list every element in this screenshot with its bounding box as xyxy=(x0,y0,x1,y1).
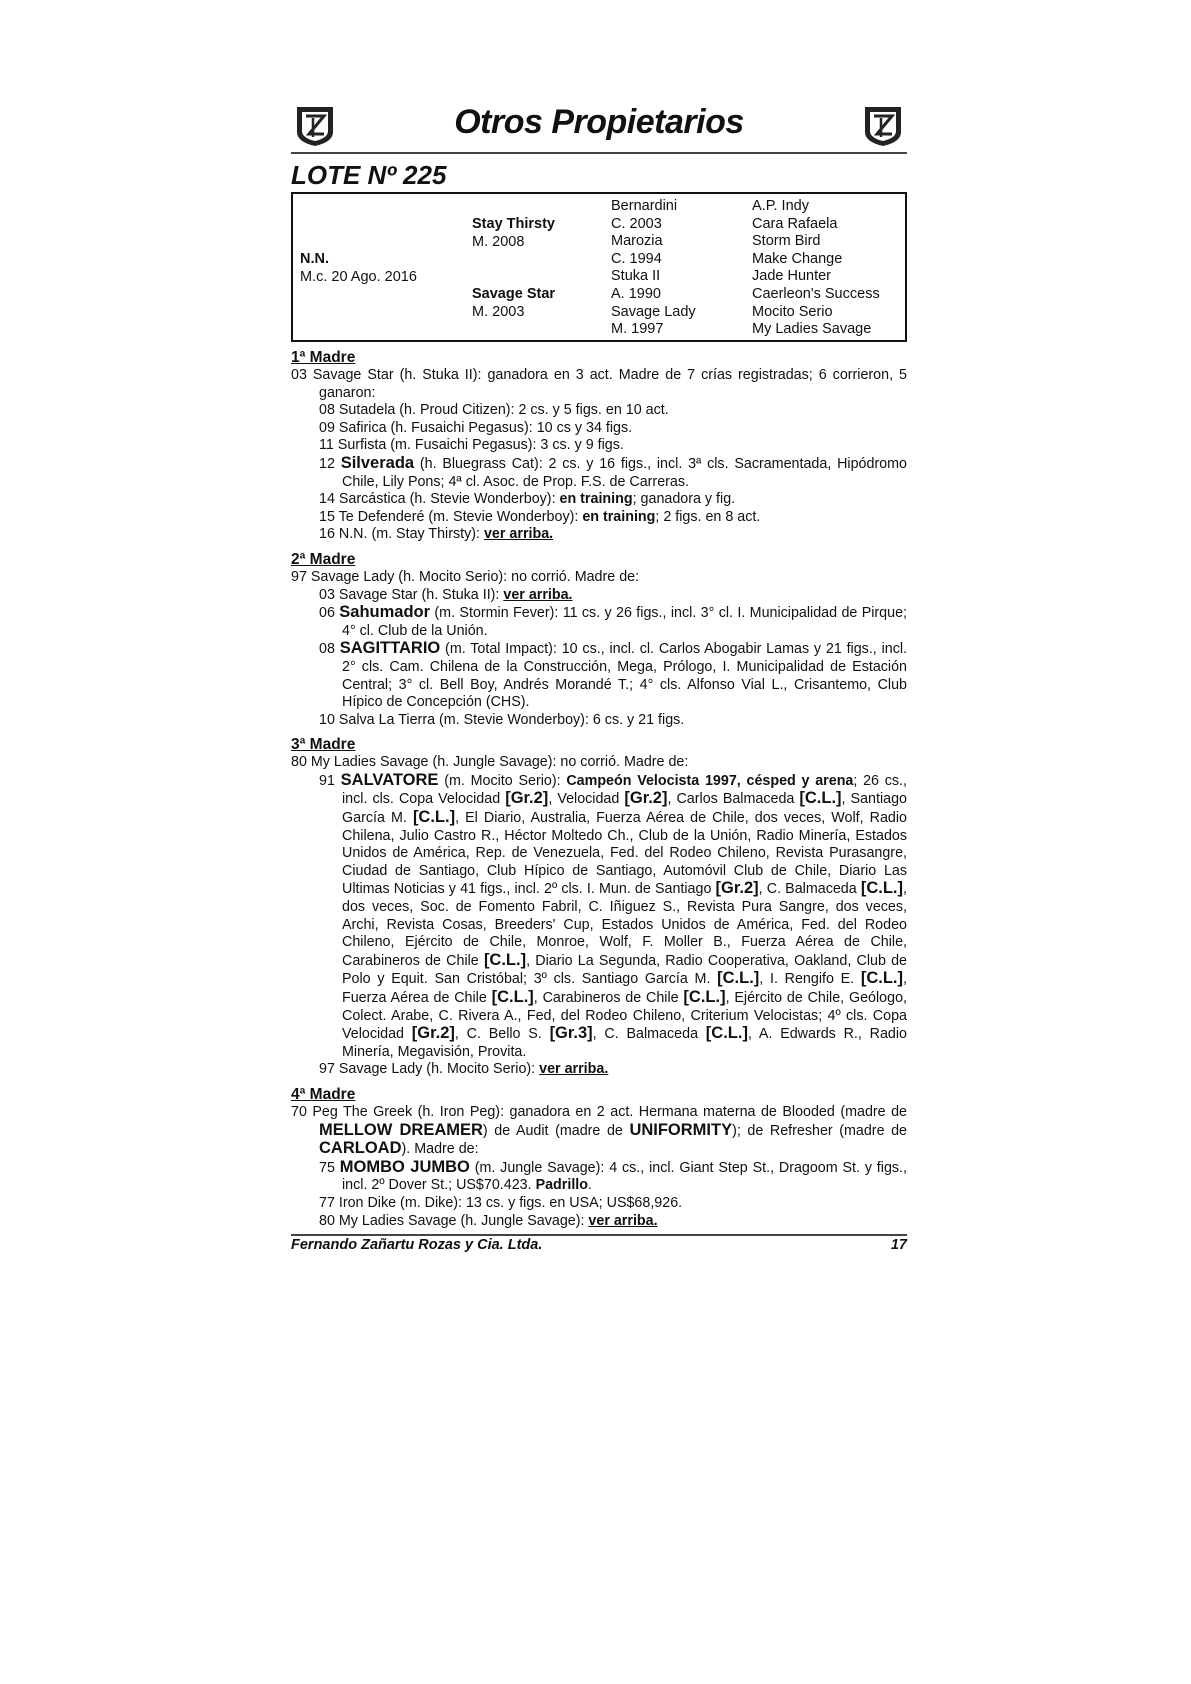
great-grandparent-cell: A.P. Indy xyxy=(752,198,809,214)
winner-name: SALVATORE xyxy=(340,770,439,789)
produce-entry: 75 MOMBO JUMBO (m. Jungle Savage): 4 cs., incl. Giant Step St., Dragoom St. y figs., incl. 2º Dover St.; US$70.423. Padrillo. xyxy=(319,1157,908,1194)
grade-badge: [Gr.2] xyxy=(715,879,759,898)
winner-name: MELLOW DREAMER xyxy=(319,1120,483,1139)
pedigree-sire-col xyxy=(472,216,555,251)
produce-entry: 97 Savage Lady (h. Mocito Serio): ver arriba. xyxy=(319,1061,609,1078)
horse-info: M.c. 20 Ago. 2016 xyxy=(300,268,417,285)
dam-entry: 80 My Ladies Savage (h. Jungle Savage): no corrió. Madre de: xyxy=(291,754,689,771)
great-grandparent-cell: Storm Bird xyxy=(752,233,821,250)
page-number: 17 xyxy=(890,1237,907,1254)
winner-name: MOMBO JUMBO xyxy=(339,1157,470,1176)
produce-entry: 12 Silverada (h. Bluegrass Cat): 2 cs. y 16 figs., incl. 3ª cls. Sacramentada, Hipódromo Chile, Lily Pons; 4ª cl. Asoc. de Prop. F.S. de Carreras. xyxy=(319,453,908,490)
lot-number: LOTE Nº 225 xyxy=(291,160,447,190)
grade-badge: [C.L.] xyxy=(483,950,527,969)
great-grandparent-cell: My Ladies Savage xyxy=(752,321,872,338)
pedigree-dam-col xyxy=(472,286,555,321)
grandparent-cell: Marozia xyxy=(611,233,663,250)
dam-entry: 97 Savage Lady (h. Mocito Serio): no corrió. Madre de: xyxy=(291,568,640,585)
sire-name: Stay Thirsty xyxy=(472,216,555,232)
section-title-third-dam: 3ª Madre xyxy=(291,736,356,754)
see-above-link[interactable]: ver arriba. xyxy=(539,1061,609,1078)
great-grandparent-cell: Make Change xyxy=(752,250,843,267)
see-above-link[interactable]: ver arriba. xyxy=(588,1212,658,1229)
grade-badge: [C.L.] xyxy=(412,808,456,827)
grade-badge: [Gr.2] xyxy=(411,1024,455,1043)
great-grandparent-cell: Jade Hunter xyxy=(752,268,831,285)
footer-company: Fernando Zañartu Rozas y Cia. Ltda. xyxy=(291,1237,543,1254)
produce-entry: 11 Surfista (m. Fusaichi Pegasus): 3 cs. y 9 figs. xyxy=(319,437,624,454)
grade-badge: [C.L.] xyxy=(705,1024,748,1043)
pedigree-grandparents-col xyxy=(611,198,696,339)
section-title-second-dam: 2ª Madre xyxy=(291,550,356,568)
grade-badge: [C.L.] xyxy=(860,879,904,898)
grandparent-cell: M. 1997 xyxy=(611,321,664,338)
produce-entry: 03 Savage Star (h. Stuka II): ver arriba. xyxy=(319,586,573,603)
page-footer xyxy=(291,1234,907,1253)
zr-shield-logo-icon xyxy=(861,104,905,148)
dam-entry: 03 Savage Star (h. Stuka II): ganadora en 3 act. Madre de 7 crías registradas; 6 corrieron, 5 ganaron: xyxy=(291,367,907,401)
great-grandparent-cell: Cara Rafaela xyxy=(752,215,838,232)
page-title: Otros Propietarios xyxy=(454,103,744,141)
grandparent-cell: A. 1990 xyxy=(611,285,661,302)
produce-entry: 91 SALVATORE (m. Mocito Serio): Campeón Velocista 1997, césped y arena; 26 cs., incl. cls. Copa Velocidad [Gr.2], Velocidad [Gr.2], Carlos Balmaceda [C.L.], Santiago García M. [C.L.], El Diario, Australia, Fuerza Aérea de Chile, dos veces, Wolf, Radio Chilena, Julio Castro R., Héctor Moltedo Ch., Club de la Unión, Radio Minería, Estados Unidos de América, Rep. de Venezuela, Fed. del Rodeo Chileno, Revista Purasangre, Ciudad de Santiago, Club Hípico de Santiago, Automóvil Club de Chile, Diario Las Ultimas Noticias y 41 figs., incl. 2º cls. I. Mun. de Santiago [Gr.2], C. Balmaceda [C.L.], dos veces, Soc. de Fomento Fabril, C. Iñiguez S., Revista Pura Sangre, dos veces, Archi, Revista Cosas, Breeders' Cup, Estados Unidos de América, Fed. del Rodeo Chileno, Ejército de Chile, Monroe, Wolf, F. Moller B., Fuerza Aérea de Chile, Carabineros de Chile [C.L.], Diario La Segunda, Radio Cooperativa, Oakland, Club de Polo y Equit. San Cristóbal; 3º cls. Santiago García M. [C.L.], I. Rengifo E. [C.L.], Fuerza Aérea de Chile [C.L.], Carabineros de Chile [C.L.], Ejército de Chile, Geólogo, Colect. Arabe, C. Rivera A., Fed, del Rodeo Chileno, Criterium Velocistas; 4º cls. Copa Velocidad [Gr.2], C. Bello S. [Gr.3], C. Balmaceda [C.L.], A. Edwards R., Radio Minería, Megavisión, Provita. xyxy=(319,770,908,1060)
produce-entry: 09 Safirica (h. Fusaichi Pegasus): 10 cs y 34 figs. xyxy=(319,419,633,436)
pedigree-horse-col xyxy=(300,251,417,286)
pedigree-table xyxy=(291,192,907,342)
grandparent-cell: C. 2003 xyxy=(611,215,662,232)
grandparent-cell: Bernardini xyxy=(611,198,678,214)
grade-badge: [C.L.] xyxy=(717,969,760,988)
dam-name: Savage Star xyxy=(472,286,556,302)
grade-badge: [Gr.2] xyxy=(505,789,549,808)
winner-name: CARLOAD xyxy=(319,1139,402,1158)
produce-entry: 08 Sutadela (h. Proud Citizen): 2 cs. y 5 figs. en 10 act. xyxy=(319,402,669,419)
produce-entry: 15 Te Defenderé (m. Stevie Wonderboy): en training; 2 figs. en 8 act. xyxy=(319,508,761,525)
great-grandparent-cell: Mocito Serio xyxy=(752,303,833,320)
produce-entry: 14 Sarcástica (h. Stevie Wonderboy): en training; ganadora y fig. xyxy=(319,491,736,508)
dam-info: M. 2003 xyxy=(472,303,525,320)
pedigree-great-grandparents-col xyxy=(752,198,880,339)
page-header xyxy=(291,100,907,154)
sire-info: M. 2008 xyxy=(472,233,525,250)
grade-badge: [C.L.] xyxy=(491,988,534,1006)
grandparent-cell: C. 1994 xyxy=(611,250,662,267)
grade-badge: [Gr.2] xyxy=(624,789,668,808)
produce-entry: 10 Salva La Tierra (m. Stevie Wonderboy): 6 cs. y 21 figs. xyxy=(319,711,685,728)
winner-name: Silverada xyxy=(340,453,415,472)
see-above-link[interactable]: ver arriba. xyxy=(483,526,554,543)
produce-entry: 77 Iron Dike (m. Dike): 13 cs. y figs. en USA; US$68,926. xyxy=(319,1194,683,1211)
grandparent-cell: Savage Lady xyxy=(611,303,696,320)
winner-name: SAGITTARIO xyxy=(339,639,441,658)
produce-entry: 06 Sahumador (m. Stormin Fever): 11 cs. y 26 figs., incl. 3° cl. I. Municipalidad de Pirque; 4° cl. Club de la Unión. xyxy=(319,603,908,639)
section-title-fourth-dam: 4ª Madre xyxy=(291,1085,356,1103)
produce-entry: 08 SAGITTARIO (m. Total Impact): 10 cs., incl. cl. Carlos Abogabir Lamas y 21 figs., incl. 2° cls. Cam. Chilena de la Construcción, Mega, Prólogo, I. Municipalidad de Estación Central; 3° cl. Bell Boy, Andrés Morandé T.; 4° cls. Alfonso Vial L., Crisantemo, Club Hípico de Concepción (CHS). xyxy=(319,639,908,711)
section-title-first-dam: 1ª Madre xyxy=(291,349,356,366)
produce-entry: 16 N.N. (m. Stay Thirsty): ver arriba. xyxy=(319,526,554,543)
grade-badge: [C.L.] xyxy=(799,789,842,808)
dam-entry: 70 Peg The Greek (h. Iron Peg): ganadora en 2 act. Hermana materna de Blooded (madre de MELLOW DREAMER) de Audit (madre de UNIFORMITY); de Refresher (madre de CARLOAD). Madre de: xyxy=(291,1103,907,1158)
produce-entry: 80 My Ladies Savage (h. Jungle Savage): ver arriba. xyxy=(319,1212,658,1229)
winner-name: Sahumador xyxy=(339,603,431,622)
grade-badge: [Gr.3] xyxy=(549,1024,593,1043)
great-grandparent-cell: Caerleon's Success xyxy=(752,285,880,302)
winner-name: UNIFORMITY xyxy=(629,1120,733,1139)
horse-name: N.N. xyxy=(300,251,329,267)
grade-badge: [C.L.] xyxy=(683,988,726,1006)
catalog-page xyxy=(291,100,907,1253)
grandparent-cell: Stuka II xyxy=(611,268,661,285)
grade-badge: [C.L.] xyxy=(860,969,904,988)
see-above-link[interactable]: ver arriba. xyxy=(503,586,573,603)
